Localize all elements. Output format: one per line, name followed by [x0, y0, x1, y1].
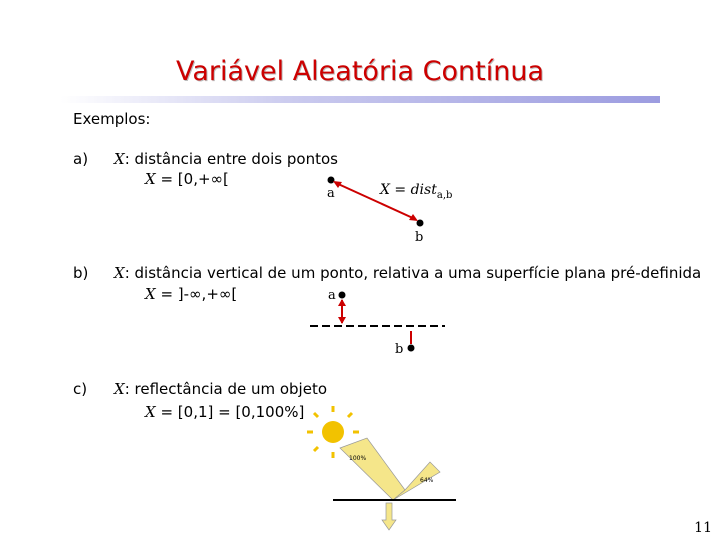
arrowhead-b-down	[338, 317, 346, 324]
slide-title: Variável Aleatória Contínua	[175, 56, 545, 87]
example-c-text: : reflectância de um objeto	[124, 380, 328, 398]
formula-label: X = dist$_{a,b}$	[380, 182, 453, 201]
example-a-text: : distância entre dois pontos	[124, 150, 338, 168]
reflected-percent: 64%	[420, 477, 434, 484]
point-b-label: b	[415, 230, 424, 245]
point-b-dot-b	[408, 345, 415, 352]
point-a-label-b: a	[328, 288, 336, 303]
intro-label: Exemplos:	[73, 110, 151, 128]
example-b-text: : distância vertical de um ponto, relativa a uma superfície plana pré-definida	[124, 264, 702, 282]
example-c-range-var: X	[145, 403, 156, 421]
example-c-range-value: = [0,1] = [0,100%]	[155, 403, 305, 421]
example-b-range-value: = ]-∞,+∞[	[155, 285, 238, 303]
example-c-var: X	[114, 380, 125, 398]
arrowhead-b-up	[338, 299, 346, 306]
example-a-range-value: = [0,+∞[	[155, 170, 229, 188]
point-a-label: a	[327, 186, 335, 201]
example-b-range-var: X	[145, 285, 156, 303]
point-a-dot	[328, 177, 335, 184]
example-a-var: X	[114, 150, 125, 168]
example-a-range-var: X	[145, 170, 156, 188]
example-c-marker: c)	[73, 380, 88, 398]
incoming-beam	[340, 438, 405, 500]
example-b-marker: b)	[73, 264, 89, 282]
example-b-var: X	[114, 264, 125, 282]
absorbed-arrow	[382, 503, 396, 530]
point-a-dot-b	[339, 292, 346, 299]
point-b-label-b: b	[395, 342, 404, 357]
page-number: 11	[694, 520, 712, 536]
incoming-percent: 100%	[349, 455, 367, 462]
example-a-marker: a)	[73, 150, 89, 168]
